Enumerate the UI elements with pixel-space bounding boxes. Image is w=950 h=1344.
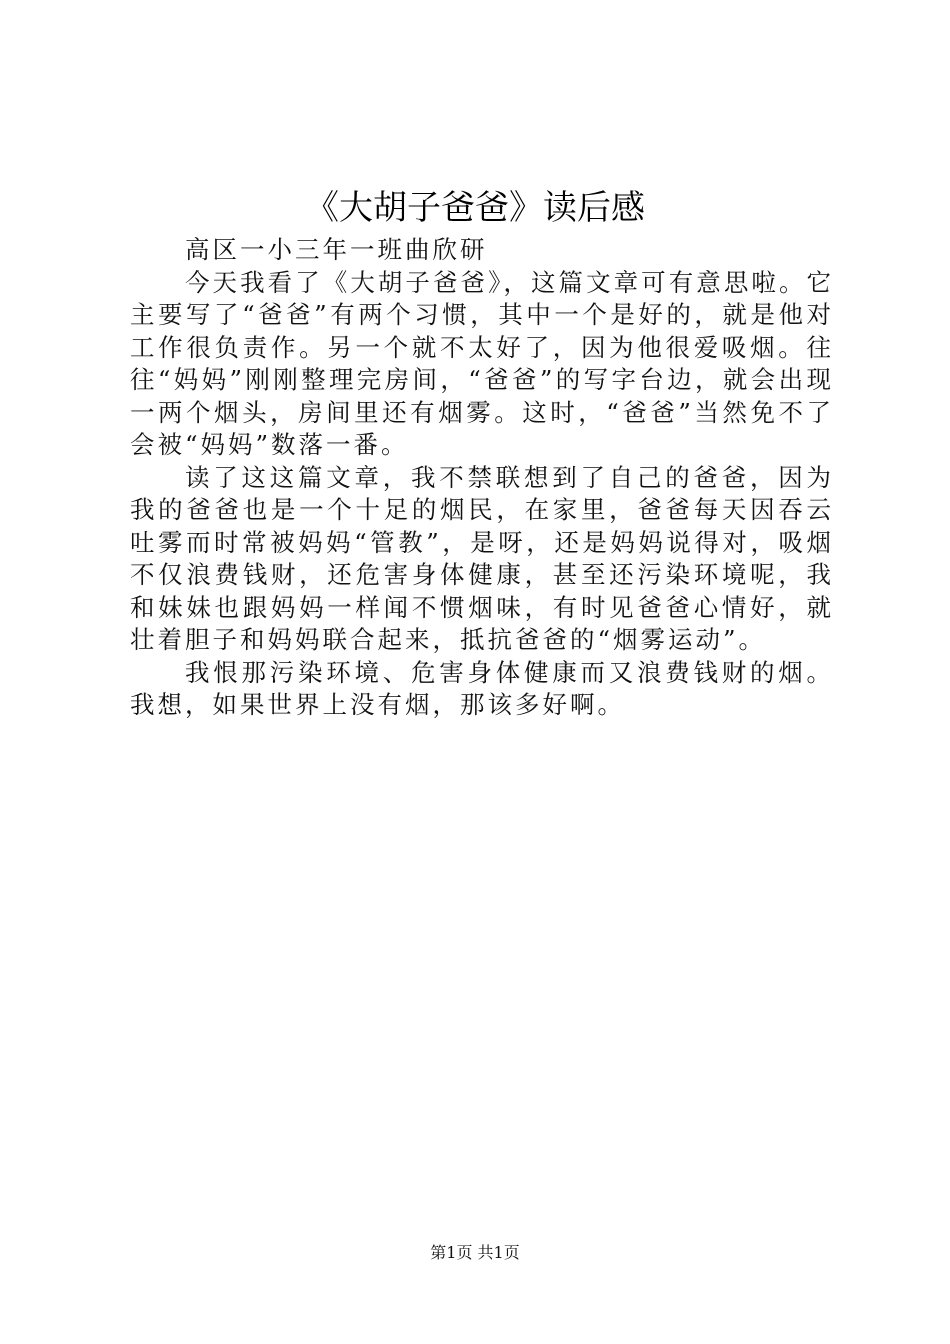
author-line: 高区一小三年一班曲欣研 <box>185 235 488 264</box>
body-paragraph-3: 我恨那污染环境、危害身体健康而又浪费钱财的烟。我想，如果世界上没有烟，那该多好啊。 <box>130 657 834 719</box>
document-body <box>130 234 834 722</box>
document-title: 《大胡子爸爸》读后感 <box>305 188 645 228</box>
body-paragraph-1: 今天我看了《大胡子爸爸》，这篇文章可有意思啦。它主要写了“爸爸”有两个习惯，其中一个是好的，就是他对工作很负责作。另一个就不太好了，因为他很爱吸烟。往往“妈妈”刚刚整理完房间，“爸爸”的写字台边，就会出现一两个烟头，房间里还有烟雾。这时，“爸爸”当然免不了会被“妈妈”数落一番。 <box>130 267 834 459</box>
page-footer: 第1页 共1页 <box>430 1243 520 1262</box>
body-paragraph-2: 读了这这篇文章，我不禁联想到了自己的爸爸，因为我的爸爸也是一个十足的烟民，在家里，爸爸每天因吞云吐雾而时常被妈妈“管教”，是呀，还是妈妈说得对，吸烟不仅浪费钱财，还危害身体健康，甚至还污染环境呢，我和妹妹也跟妈妈一样闻不惯烟味，有时见爸爸心情好，就壮着胆子和妈妈联合起来，抵抗爸爸的“烟雾运动”。 <box>130 462 834 654</box>
